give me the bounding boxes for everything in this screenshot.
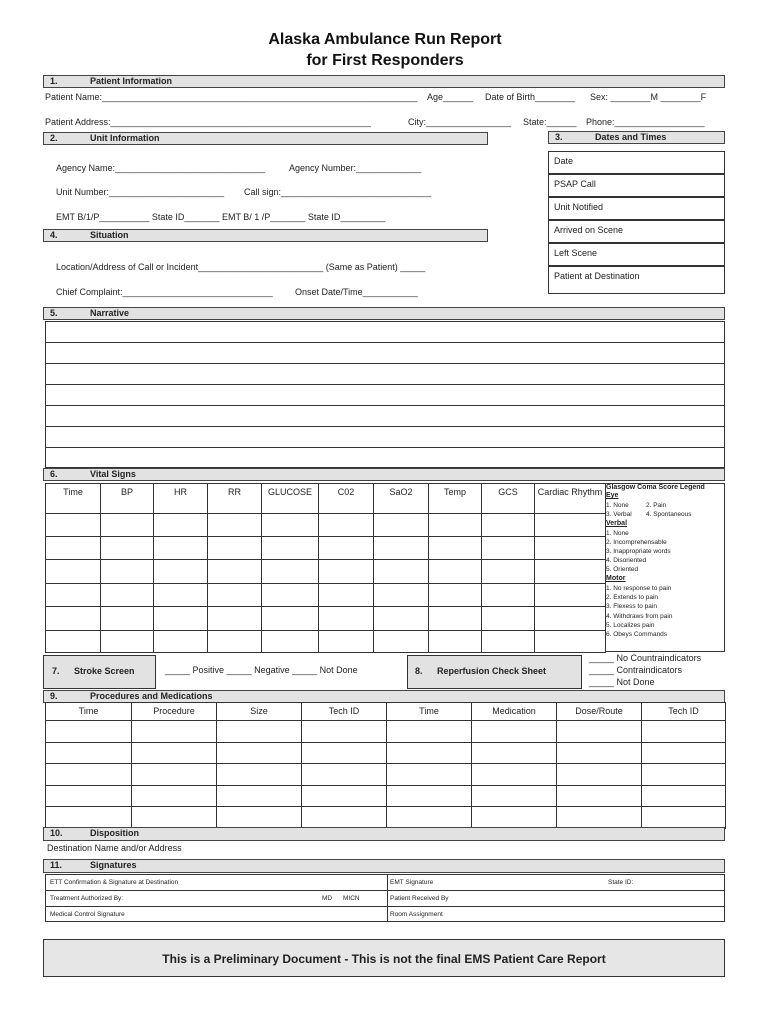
chief-complaint-field[interactable]: Chief Complaint:______________________________ — [56, 287, 273, 297]
signatures-divider — [387, 874, 388, 922]
phone-field[interactable]: Phone:__________________ — [586, 117, 705, 127]
unit-number-field[interactable]: Unit Number:_______________________ — [56, 187, 225, 197]
gcs-item: 5. Oriented — [606, 566, 639, 573]
section-number: 7. — [52, 666, 60, 676]
room-assignment-field[interactable]: Room Assignment — [390, 911, 443, 918]
header-gcs: GCS — [482, 484, 535, 514]
header-cardiac-rhythm: Cardiac Rhythm — [535, 484, 606, 514]
table-row[interactable] — [46, 743, 726, 764]
gcs-item: 1. None — [606, 502, 629, 509]
stroke-screen-options[interactable]: _____ Positive _____ Negative _____ Not Done — [165, 665, 358, 675]
gcs-item: 3. Inappropriate words — [606, 548, 671, 555]
dob-field[interactable]: Date of Birth________ — [485, 92, 576, 102]
gcs-eye-heading: Eye — [606, 492, 619, 499]
narrative-line[interactable] — [46, 364, 725, 385]
section-number: 1. — [50, 76, 58, 86]
form-title: Alaska Ambulance Run Report — [268, 31, 502, 48]
header-time: Time — [387, 703, 472, 721]
table-row[interactable] — [46, 631, 606, 653]
section-label: Narrative — [90, 308, 130, 318]
patient-received-field[interactable]: Patient Received By — [390, 895, 449, 902]
state-field[interactable]: State:______ — [523, 117, 577, 127]
table-row[interactable] — [46, 721, 726, 743]
section-label: Reperfusion Check Sheet — [437, 666, 547, 676]
header-tech-id: Tech ID — [302, 703, 387, 721]
table-row[interactable] — [46, 560, 606, 584]
treatment-authorized-field[interactable]: Treatment Authorized By: — [50, 895, 124, 902]
section-number: 10. — [50, 828, 63, 838]
gcs-item: 1. None — [606, 530, 629, 537]
gcs-item: 3. Flexess to pain — [606, 603, 657, 610]
gcs-item: 5. Localizes pain — [606, 622, 655, 629]
section-vital-signs-header — [43, 468, 725, 481]
narrative-line[interactable] — [46, 406, 725, 427]
reperfusion-option[interactable]: _____ Contraindicators — [589, 665, 683, 675]
section-dates-times-header — [548, 131, 725, 144]
gcs-title: Glasgow Coma Score Legend — [606, 484, 705, 491]
header-glucose: GLUCOSE — [262, 484, 319, 514]
gcs-motor-heading: Motor — [606, 575, 626, 582]
emt-state-id-fields[interactable]: EMT B/1/P__________ State ID_______ EMT B/ 1 /P_______ State ID_________ — [56, 212, 386, 222]
gcs-item: 4. Spontaneous — [646, 511, 692, 518]
state-id-field[interactable]: State ID: — [608, 879, 634, 886]
section-situation-header — [43, 229, 488, 242]
preliminary-notice: This is a Preliminary Document - This is not the final EMS Patient Care Report — [43, 939, 725, 977]
table-row[interactable] — [46, 514, 606, 537]
agency-name-field[interactable]: Agency Name:______________________________ — [56, 163, 266, 173]
section-narrative-header — [43, 307, 725, 320]
gcs-item: 2. Extends to pain — [606, 594, 659, 601]
section-number: 3. — [555, 132, 563, 142]
section-number: 11. — [50, 860, 63, 870]
gcs-item: 2. Pain — [646, 502, 667, 509]
psap-call-field[interactable]: PSAP Call — [548, 174, 725, 197]
section-label: Patient Information — [90, 76, 173, 86]
table-row[interactable] — [46, 807, 726, 829]
header-time: Time — [46, 703, 132, 721]
header-hr: HR — [154, 484, 208, 514]
section-number: 8. — [415, 666, 423, 676]
section-label: Unit Information — [90, 133, 160, 143]
procedures-table — [45, 702, 726, 829]
ett-signature-field[interactable]: ETT Confirmation & Signature at Destination — [50, 879, 179, 886]
header-rr: RR — [208, 484, 262, 514]
emt-signature-field[interactable]: EMT Signature — [390, 879, 434, 886]
destination-field[interactable]: Destination Name and/or Address — [47, 843, 182, 853]
narrative-line[interactable] — [46, 427, 725, 448]
patient-name-field[interactable]: Patient Name:_______________________________________________________________ — [45, 92, 418, 102]
narrative-line[interactable] — [46, 322, 725, 343]
medical-control-signature-field[interactable]: Medical Control Signature — [50, 911, 125, 918]
date-field[interactable]: Date — [548, 151, 725, 174]
narrative-line[interactable] — [46, 385, 725, 406]
header-co2: C02 — [319, 484, 374, 514]
section-label: Disposition — [90, 828, 139, 838]
agency-number-field[interactable]: Agency Number:_____________ — [289, 163, 422, 173]
md-option[interactable]: MD — [322, 895, 333, 902]
section-signatures-header — [43, 859, 725, 873]
gcs-item: 4. Disoriented — [606, 557, 647, 564]
section-label: Dates and Times — [595, 132, 667, 142]
table-row[interactable] — [46, 584, 606, 607]
vital-signs-table — [45, 483, 606, 653]
gcs-verbal-heading: Verbal — [606, 520, 628, 527]
table-row[interactable] — [46, 786, 726, 807]
section-number: 4. — [50, 230, 58, 240]
onset-field[interactable]: Onset Date/Time___________ — [295, 287, 418, 297]
narrative-line[interactable] — [46, 343, 725, 364]
narrative-lines[interactable] — [45, 321, 725, 468]
reperfusion-option[interactable]: _____ No Countraindicators — [589, 653, 702, 663]
signatures-rule — [45, 890, 725, 891]
signatures-rule — [45, 906, 725, 907]
section-patient-info-header — [43, 75, 725, 88]
header-size: Size — [217, 703, 302, 721]
header-temp: Temp — [429, 484, 482, 514]
table-row[interactable] — [46, 764, 726, 786]
section-label: Procedures and Medications — [90, 691, 213, 701]
form-subtitle: for First Responders — [306, 52, 464, 69]
sex-field[interactable]: Sex: ________M ________F — [590, 92, 707, 102]
section-label: Vital Signs — [90, 469, 136, 479]
section-label: Stroke Screen — [74, 666, 135, 676]
gcs-item: 6. Obeys Commands — [606, 631, 668, 638]
gcs-item: 3. Verbal — [606, 511, 632, 518]
section-number: 2. — [50, 133, 58, 143]
header-time: Time — [46, 484, 101, 514]
section-label: Signatures — [90, 860, 137, 870]
gcs-item: 2. Incomprehensable — [606, 539, 667, 546]
city-field[interactable]: City:_________________ — [408, 117, 512, 127]
header-procedure: Procedure — [132, 703, 217, 721]
section-label: Situation — [90, 230, 129, 240]
section-number: 9. — [50, 691, 58, 701]
left-scene-field[interactable]: Left Scene — [548, 243, 725, 266]
section-unit-info-header — [43, 132, 488, 145]
gcs-item: 4. Withdraws from pain — [606, 613, 673, 620]
section-disposition-header — [43, 827, 725, 841]
header-bp: BP — [101, 484, 154, 514]
reperfusion-option[interactable]: _____ Not Done — [589, 677, 655, 687]
table-row[interactable] — [46, 537, 606, 560]
section-number: 5. — [50, 308, 58, 318]
arrived-on-scene-field[interactable]: Arrived on Scene — [548, 220, 725, 243]
patient-at-destination-field[interactable]: Patient at Destination — [548, 266, 725, 294]
header-medication: Medication — [472, 703, 557, 721]
patient-address-field[interactable]: Patient Address:____________________________________________________ — [45, 117, 371, 127]
location-field[interactable]: Location/Address of Call or Incident_________________________ (Same as Patient) _____ — [56, 262, 426, 272]
gcs-item: 1. No response to pain — [606, 585, 672, 592]
narrative-line[interactable] — [46, 448, 725, 468]
table-row[interactable] — [46, 607, 606, 631]
header-sao2: SaO2 — [374, 484, 429, 514]
call-sign-field[interactable]: Call sign:______________________________ — [244, 187, 432, 197]
header-tech-id: Tech ID — [642, 703, 726, 721]
unit-notified-field[interactable]: Unit Notified — [548, 197, 725, 220]
micn-option[interactable]: MICN — [343, 895, 360, 902]
section-number: 6. — [50, 469, 58, 479]
age-field[interactable]: Age______ — [427, 92, 474, 102]
header-dose-route: Dose/Route — [557, 703, 642, 721]
